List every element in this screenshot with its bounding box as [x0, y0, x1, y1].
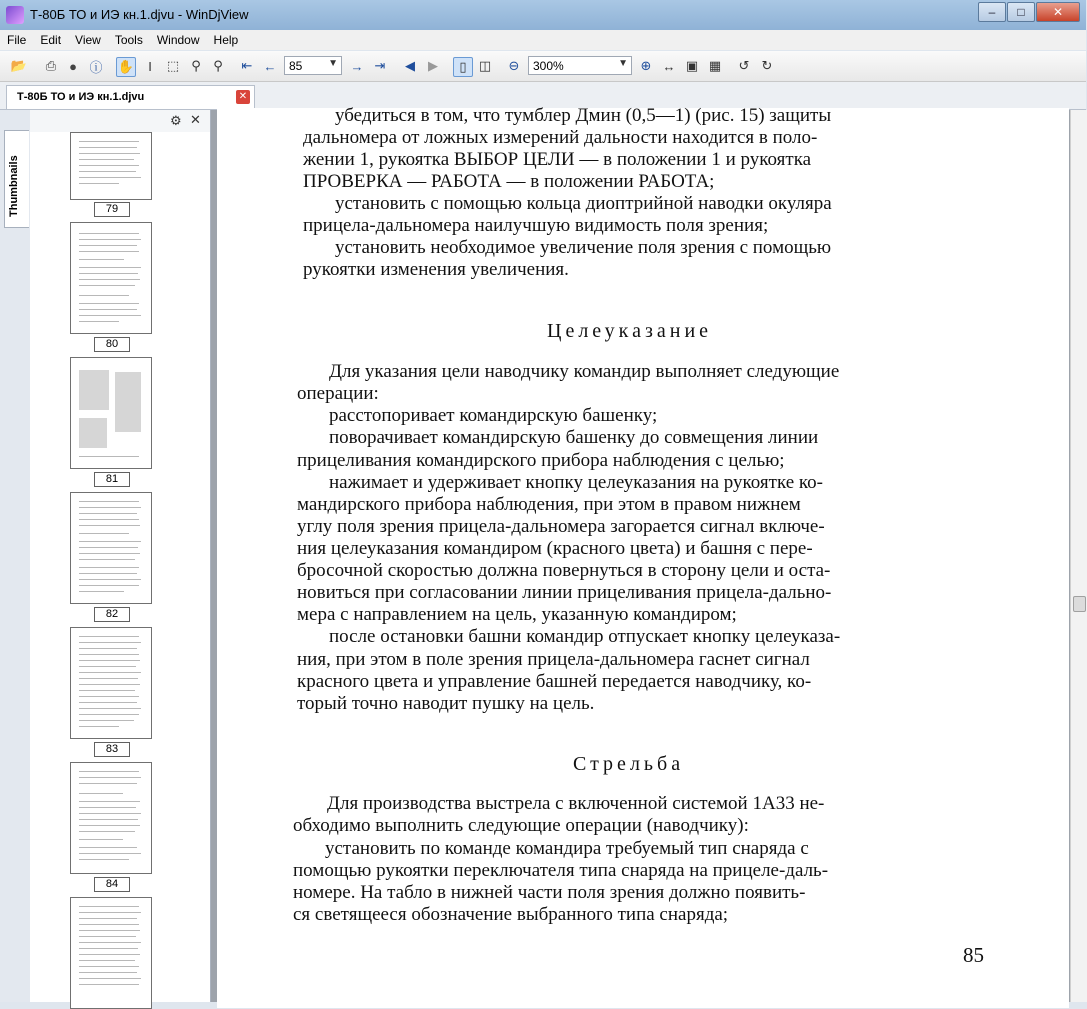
zoom-field[interactable]: [528, 56, 632, 75]
zoom-value: 300%: [533, 59, 564, 73]
first-page-icon[interactable]: ⇤: [241, 58, 253, 73]
scrollbar-thumb[interactable]: [1073, 596, 1086, 612]
zoom-in-icon[interactable]: ⊕: [640, 58, 652, 73]
app-icon: [6, 6, 24, 24]
menu-tools[interactable]: Tools: [114, 33, 143, 47]
menu-window[interactable]: Window: [156, 33, 200, 47]
text-line: дальномера от ложных измерений дальности находится в поло-: [303, 127, 818, 148]
text-line: операции:: [297, 383, 379, 404]
minimize-button[interactable]: –: [978, 2, 1006, 22]
close-icon[interactable]: ✕: [190, 112, 201, 127]
menu-edit[interactable]: Edit: [40, 33, 62, 47]
text-line: обходимо выполнить следующие операции (наводчику):: [293, 815, 749, 836]
thumbnails-panel: [30, 110, 211, 1002]
text-line: торый точно наводит пушку на цель.: [297, 693, 595, 714]
thumbnail-label: 83: [94, 742, 130, 757]
back-icon[interactable]: ◀: [405, 58, 415, 73]
text-line: убедиться в том, что тумблер Дмин (0,5—1) (рис. 15) защиты: [335, 105, 832, 126]
text-line: после остановки башни командир отпускает кнопку целеуказа-: [329, 626, 841, 647]
section-heading: Целеуказание: [547, 320, 713, 342]
text-line: расстопоривает командирскую башенку;: [329, 405, 658, 426]
menu-file[interactable]: File: [7, 33, 27, 47]
text-line: установить по команде командира требуемый тип снаряда с: [325, 838, 809, 859]
thumbnail-label: 79: [94, 202, 130, 217]
window-controls: [977, 2, 1080, 22]
thumbnail-label: 81: [94, 472, 130, 487]
thumbnails-tab[interactable]: [4, 130, 29, 228]
magnifier-icon[interactable]: ⚲: [213, 58, 223, 73]
text-line: новиться при согласовании линии прицеливания прицела-дально-: [297, 582, 832, 603]
thumbnail-page-83[interactable]: [70, 627, 152, 739]
page-number-value: 85: [289, 59, 303, 73]
forward-icon[interactable]: ▶: [428, 58, 438, 73]
thumbnail-page-79[interactable]: [70, 132, 152, 200]
text-line: мандирского прибора наблюдения, при этом в правом нижнем: [297, 494, 801, 515]
maximize-button[interactable]: □: [1007, 2, 1035, 22]
close-button[interactable]: ✕: [1036, 2, 1080, 22]
text-line: прицела-дальномера наилучшую видимость поля зрения;: [303, 215, 769, 236]
text-line: поворачивает командирскую башенку до совмещения линии: [329, 427, 819, 448]
document-tab-label: Т-80Б ТО и ИЭ кн.1.djvu: [17, 91, 145, 103]
text-line: углу поля зрения прицела-дальномера загорается сигнал включе-: [297, 516, 825, 537]
document-page: [217, 105, 1069, 1008]
info-icon[interactable]: ⓘ: [89, 59, 103, 75]
page-number: 85: [963, 943, 984, 967]
text-line: ПРОВЕРКА — РАБОТА — в положении РАБОТА;: [303, 171, 715, 192]
menu-bar: [0, 30, 1086, 50]
thumbnail-page-80[interactable]: [70, 222, 152, 334]
menu-help[interactable]: Help: [213, 33, 239, 47]
thumbnail-page-81[interactable]: [70, 357, 152, 469]
text-line: бросочной скоростью должна повернуться в сторону цели и оста-: [297, 560, 831, 581]
text-line: помощью рукоятки переключателя типа снаряда на прицеле-даль-: [293, 860, 829, 881]
next-page-icon[interactable]: →: [350, 58, 364, 74]
gear-icon[interactable]: ⚙: [170, 113, 182, 128]
hand-tool-icon[interactable]: ✋: [116, 57, 136, 77]
fit-width-icon[interactable]: ↔: [662, 58, 676, 74]
rotate-left-icon[interactable]: ↺: [738, 58, 750, 73]
thumbnails-tab-label: Thumbnails: [8, 155, 20, 217]
text-line: Для производства выстрела с включенной системой 1А33 не-: [327, 793, 825, 814]
thumbnail-label: 84: [94, 877, 130, 892]
section-heading: Стрельба: [573, 753, 685, 775]
text-line: ния целеуказания командиром (красного цвета) и башня с пере-: [297, 538, 813, 559]
title-bar: [0, 0, 1086, 31]
text-line: ся светящееся обозначение выбранного типа снаряда;: [293, 904, 729, 925]
open-icon[interactable]: 📂: [10, 58, 28, 73]
thumbnail-page-82[interactable]: [70, 492, 152, 604]
thumbnails-panel-header: [30, 110, 210, 132]
window-title: Т-80Б ТО и ИЭ кн.1.djvu - WinDjView: [30, 7, 249, 22]
facing-pages-icon[interactable]: ◫: [478, 58, 492, 73]
last-page-icon[interactable]: ⇥: [374, 58, 386, 73]
sidebar-tab-strip: [0, 110, 31, 1002]
document-tab[interactable]: [6, 85, 255, 109]
thumbnail-label: 82: [94, 607, 130, 622]
text-line: рукоятки изменения увеличения.: [303, 259, 569, 280]
find-icon[interactable]: ●: [69, 58, 77, 74]
page-number-field[interactable]: [284, 56, 342, 75]
text-line: красного цвета и управление башней передается наводчику, ко-: [297, 671, 812, 692]
rect-select-icon[interactable]: ⬚: [166, 58, 180, 73]
text-line: номере. На табло в нижней части поля зрения должно появить-: [293, 882, 806, 903]
menu-view[interactable]: View: [75, 33, 101, 47]
zoom-rect-icon[interactable]: ⚲: [191, 58, 201, 73]
thumbnail-page-85[interactable]: [70, 897, 152, 1009]
text-line: ния, при этом в поле зрения прицела-дальномера гаснет сигнал: [297, 649, 810, 670]
text-line: прицеливания командирского прибора наблюдения с целью;: [297, 450, 785, 471]
text-line: нажимает и удерживает кнопку целеуказания на рукоятке ко-: [329, 472, 824, 493]
toolbar: [0, 51, 1086, 82]
text-line: Для указания цели наводчику командир выполняет следующие: [329, 361, 840, 382]
zoom-out-icon[interactable]: ⊖: [508, 58, 520, 73]
fit-page-icon[interactable]: ▣: [685, 58, 699, 73]
chevron-down-icon: ▼: [618, 58, 628, 69]
print-icon[interactable]: ⎙: [45, 58, 57, 73]
text-line: жении 1, рукоятка ВЫБОР ЦЕЛИ — в положении 1 и рукоятка: [303, 149, 812, 170]
document-scrollbar[interactable]: [1070, 110, 1087, 1002]
thumbnail-label: 80: [94, 337, 130, 352]
single-page-icon[interactable]: ▯: [453, 57, 473, 77]
previous-page-icon[interactable]: ←: [263, 58, 277, 74]
text-line: установить необходимое увеличение поля зрения с помощью: [335, 237, 832, 258]
text-line: мера с направлением на цель, указанную командиром;: [297, 604, 737, 625]
close-tab-icon[interactable]: ✕: [236, 90, 250, 104]
rotate-right-icon[interactable]: ↻: [761, 58, 773, 73]
actual-size-icon[interactable]: ▦: [708, 58, 722, 73]
chevron-down-icon: ▼: [328, 58, 338, 69]
text-line: установить с помощью кольца диоптрийной наводки окуляра: [335, 193, 832, 214]
thumbnail-page-84[interactable]: [70, 762, 152, 874]
text-select-icon[interactable]: I: [148, 58, 152, 74]
document-viewer[interactable]: [211, 105, 1086, 1002]
